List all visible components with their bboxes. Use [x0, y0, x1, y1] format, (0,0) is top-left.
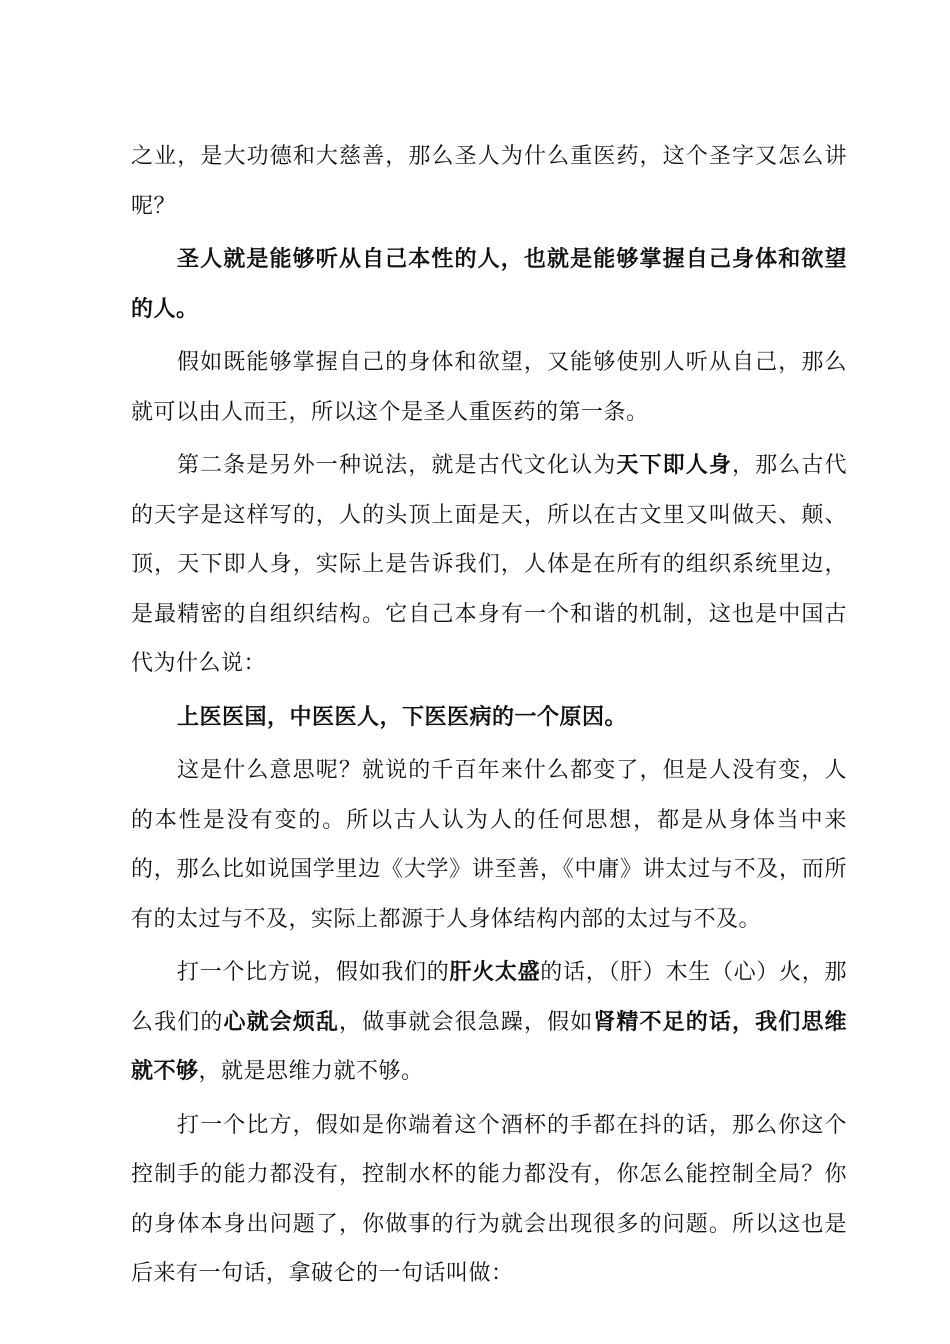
paragraph-2-bold-statement — [131, 235, 847, 334]
bold-run: 心就会烦乱 — [223, 1009, 340, 1035]
paragraph-3 — [131, 338, 847, 437]
paragraph-5-bold-statement — [131, 693, 847, 743]
bold-run: 上医医国，中医医人，下医医病的一个原因。 — [177, 704, 628, 730]
text-run: ，做事就会很急躁，假如 — [339, 1009, 594, 1035]
text-run: ，就是思维力就不够。 — [198, 1059, 424, 1084]
document-body — [131, 132, 847, 1299]
text-run: 之业，是大功德和大慈善，那么圣人为什么重医药，这个圣字又怎么讲呢？ — [131, 144, 847, 219]
paragraph-4 — [131, 441, 847, 689]
text-run: ，那么古代的天字是这样写的，人的头顶上面是天，所以在古文里又叫做天、颠、顶，天下即人身，实际上是告诉我们，人体是在所有的组织系统里边，是最精密的自组织结构。它自己本身有一个和谐的机制，这也是中国古代为什么说： — [131, 453, 847, 676]
bold-run: 肾精不足的话，我们思维就不够 — [131, 1009, 847, 1084]
bold-run: 肝火太盛 — [449, 960, 541, 985]
text-run: 打一个比方，假如是你端着这个酒杯的手都在抖的话，那么你这个控制手的能力都没有，控制水杯的能力都没有，你怎么能控制全局？你的身体本身出问题了，你做事的行为就会出现很多的问题。所以这也是后来有一句话，拿破仑的一句话叫做： — [131, 1112, 847, 1286]
bold-run: 圣人就是能够听从自己本性的人，也就是能够掌握自己身体和欲望的人。 — [131, 247, 847, 322]
text-run: 第二条是另外一种说法，就是古代文化认为 — [177, 453, 617, 478]
text-run: 的话，（肝）木生（心）火，那么我们的 — [131, 960, 847, 1035]
text-run: 打一个比方说，假如我们的 — [177, 960, 450, 985]
paragraph-8 — [131, 1101, 847, 1299]
text-run: 这是什么意思呢？就说的千百年来什么都变了，但是人没有变，人的本性是没有变的。所以古人认为人的任何思想，都是从身体当中来的，那么比如说国学里边《大学》讲至善，《中庸》讲太过与不及，而所有的太过与不及，实际上都源于人身体结构内部的太过与不及。 — [131, 758, 847, 932]
paragraph-6 — [131, 746, 847, 944]
text-run: 假如既能够掌握自己的身体和欲望，又能够使别人听从自己，那么就可以由人而王，所以这个是圣人重医药的第一条。 — [131, 350, 847, 425]
paragraph-7 — [131, 948, 847, 1097]
paragraph-1 — [131, 132, 847, 231]
bold-run: 天下即人身 — [616, 453, 732, 478]
